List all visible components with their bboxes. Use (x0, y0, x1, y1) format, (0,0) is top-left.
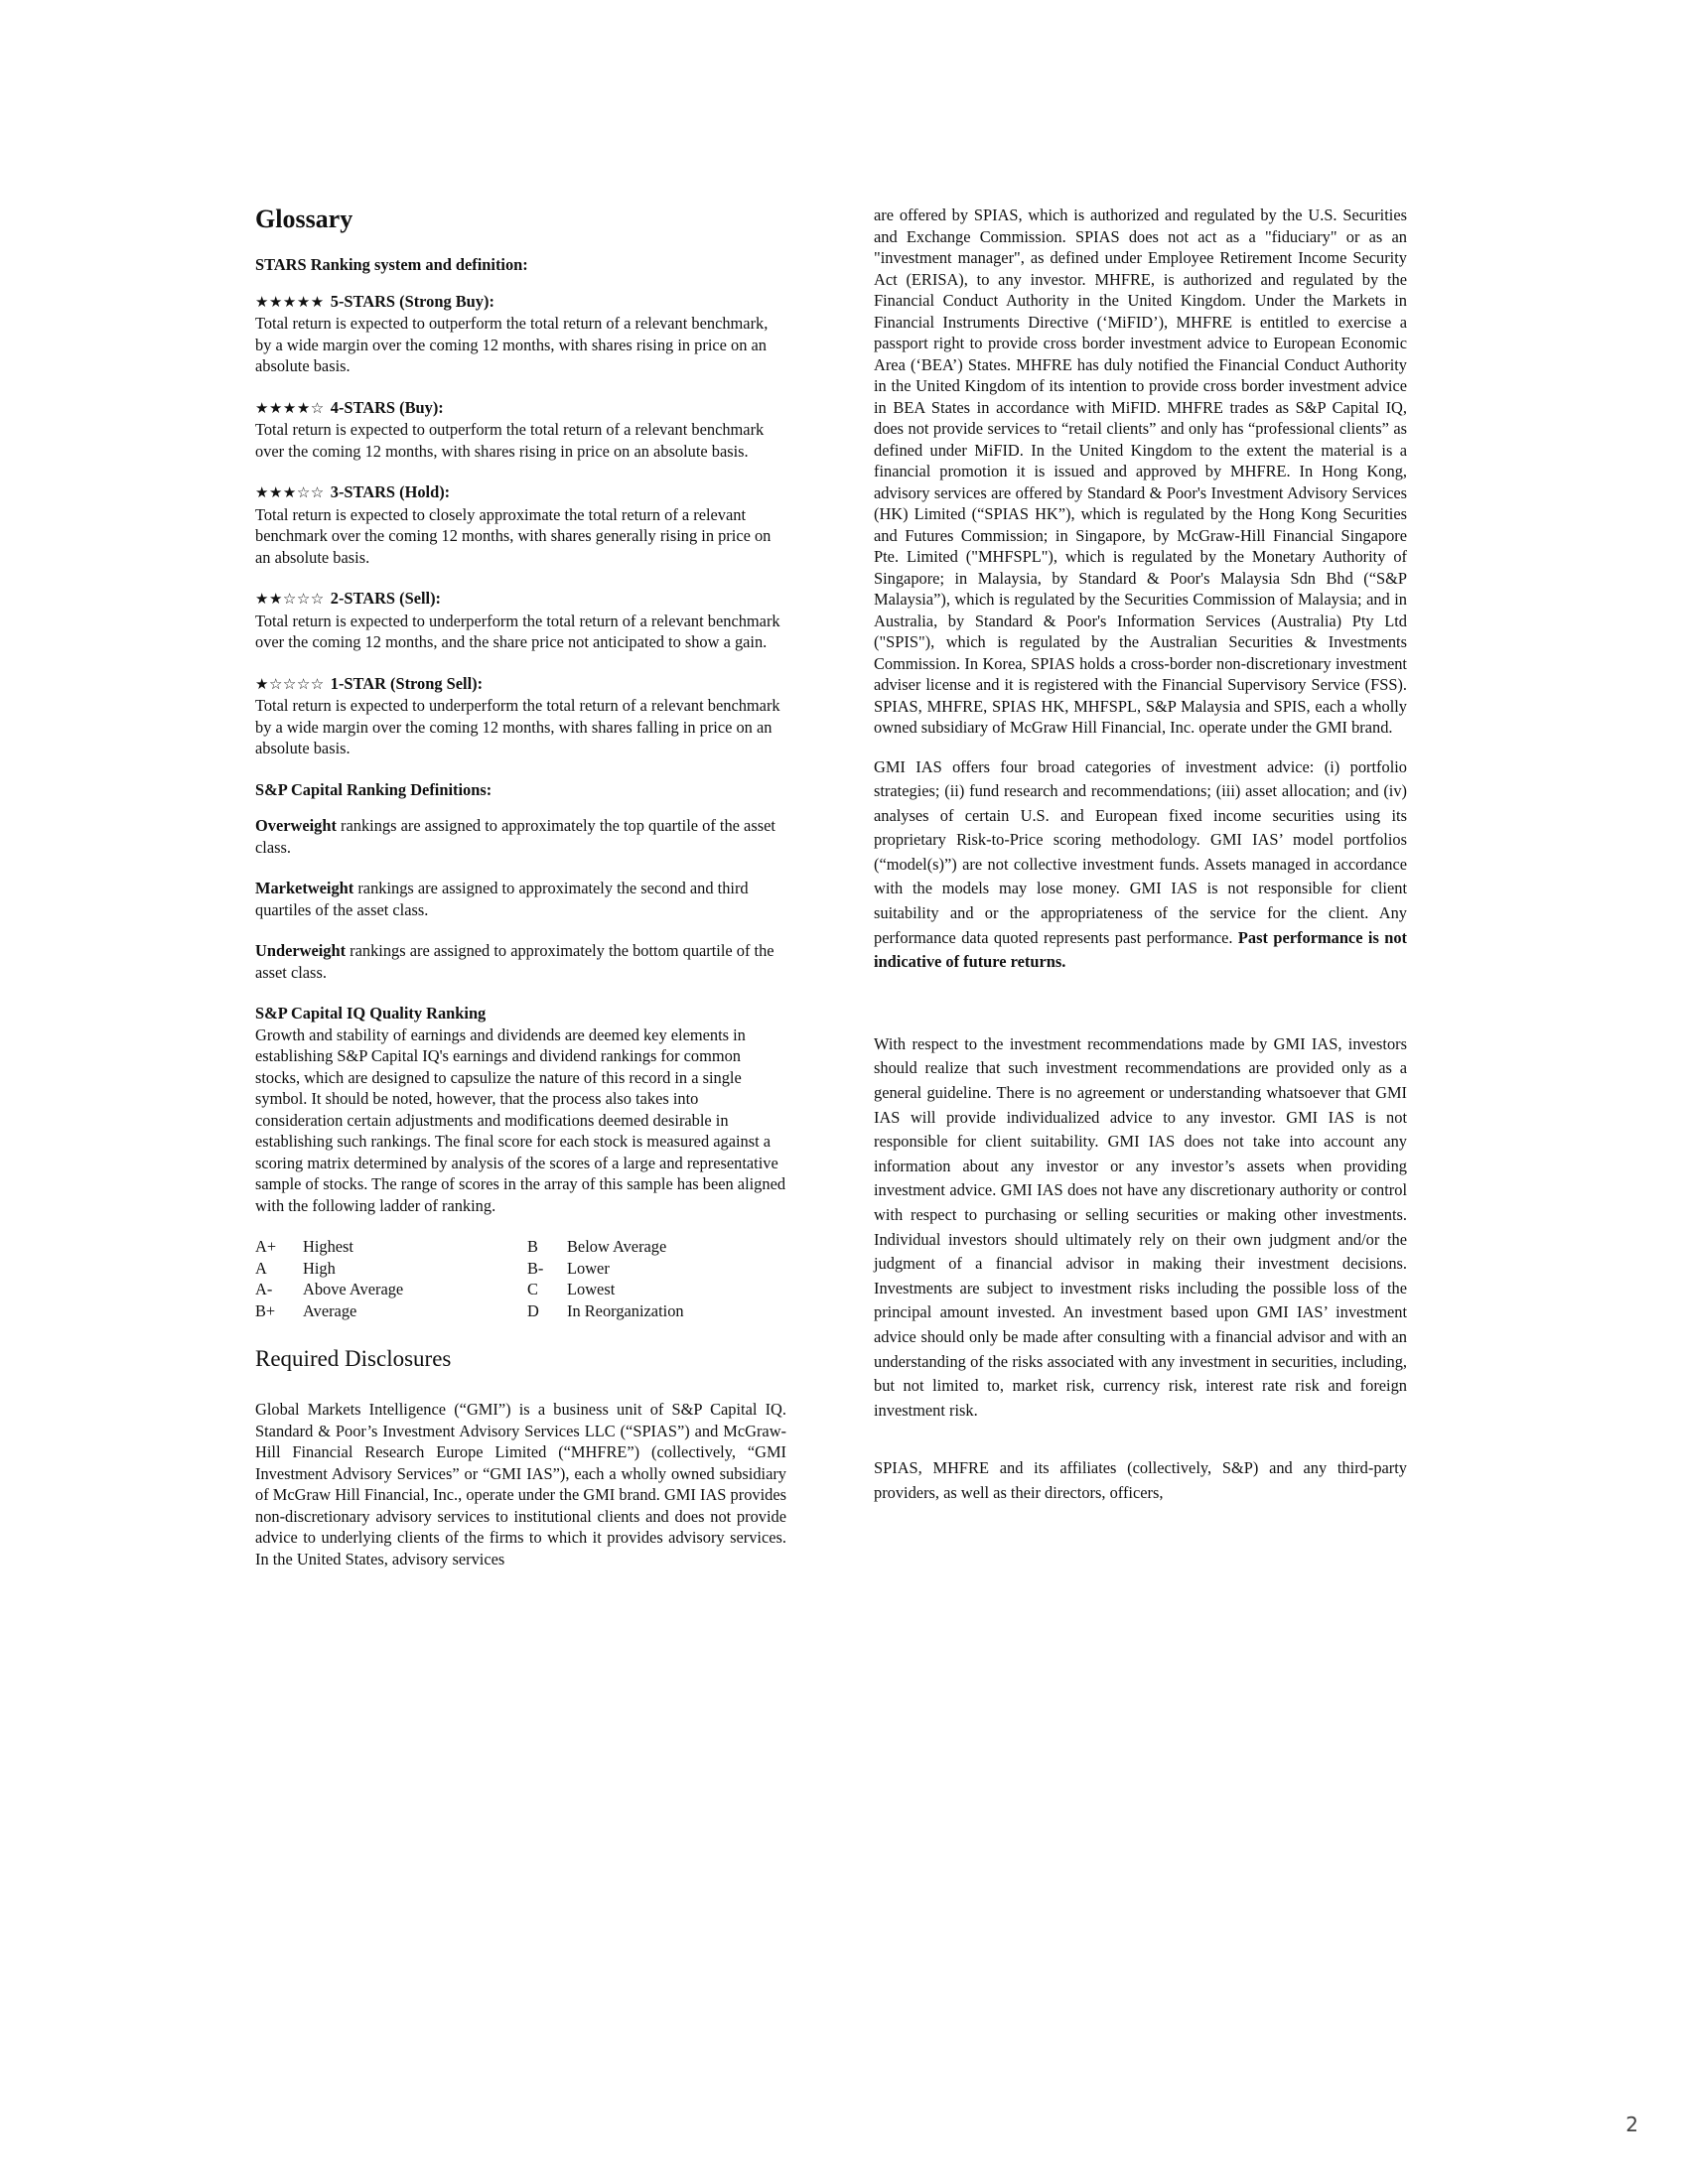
rank-label: Above Average (303, 1280, 404, 1298)
rank-label: Average (303, 1300, 357, 1320)
disclosure-paragraph-1-continued: are offered by SPIAS, which is authorized and regulated by the U.S. Securities and Exchange Commission. SPIAS does not act as a "fiduciary" or as an "investment manager", as defined under Employee Retirement Income Security Act (ERISA), to any investor. MHFRE, is authorized and regulated by the Financial Conduct Authority in the United Kingdom. Under the Markets in Financial Instruments Directive (‘MiFID’), MHFRE is entitled to exercise a passport right to provide cross border investment advice to European Economic Area (‘BEA’) States. MHFRE has duly notified the Financial Conduct Authority in the United Kingdom of its intention to provide cross border investment advice in BEA States in accordance with MiFID. MHFRE trades as S&P Capital IQ, does not provide services to “retail clients” and only has “professional clients” as defined under MiFID. In the United Kingdom to the extent the material is a financial promotion it is issued and approved by MHFRE. In Hong Kong, advisory services are offered by Standard & Poor's Investment Advisory Services (HK) Limited (“SPIAS HK”), which is regulated by the Hong Kong Securities and Futures Commission; in Singapore, by McGraw-Hill Financial Singapore Pte. Limited ("MHFSPL"), which is regulated by the Monetary Authority of Singapore; in Malaysia, by Standard & Poor's Malaysia Sdn Bhd (“S&P Malaysia”), which is regulated by the Securities Commission of Malaysia; and in Australia, by Standard & Poor's Information Services (Australia) Pty Ltd ("SPIS"), which is regulated by the Australian Securities & Investments Commission. In Korea, SPIAS holds a cross-border non-discretionary investment adviser license and it is registered with the Financial Supervisory Service (FSS). SPIAS, MHFRE, SPIAS HK, MHFSPL, S&P Malaysia and SPIS, each a wholly owned subsidiary of McGraw Hill Financial, Inc. operate under the GMI brand. (874, 205, 1407, 737)
star-head (255, 291, 786, 314)
star-label: 3-STARS (Hold): (330, 482, 451, 501)
term: Overweight (255, 816, 337, 835)
disclosure-paragraph-1: Global Markets Intelligence (“GMI”) is a business unit of S&P Capital IQ. Standard & Poor’s Investment Advisory Services LLC (“SPIAS”) and McGraw-Hill Financial Research Europe Limited (“MHFRE”) (collectively, “GMI Investment Advisory Services” or “GMI IAS”), each a wholly owned subsidiary of McGraw Hill Financial, Inc., operate under the GMI brand. GMI IAS provides non-discretionary advisory services to institutional clients and does not provide advice to underlying clients of the firms to which it provides advisory services. In the United States, advisory services (255, 1400, 786, 1569)
star-label: 1-STAR (Strong Sell): (330, 673, 484, 693)
star-rating-icon: ★★★★★ (255, 292, 325, 311)
rank-code: A- (255, 1280, 273, 1298)
definition: rankings are assigned to approximately the bottom quartile of the asset class. (255, 941, 774, 982)
star-definition-4 (255, 397, 786, 463)
rank-code: C (527, 1280, 538, 1298)
star-head (255, 673, 786, 696)
page-number: 2 (1625, 2113, 1638, 2136)
star-head (255, 481, 786, 504)
capital-ranking-heading: S&P Capital Ranking Definitions: (255, 779, 492, 799)
quality-ranking-heading: S&P Capital IQ Quality Ranking (255, 1004, 487, 1023)
disclosure-paragraph-4: SPIAS, MHFRE and its affiliates (collectively, S&P) and any third-party providers, as well as their directors, officers, (874, 1458, 1407, 1502)
star-text: Total return is expected to outperform the total return of a relevant benchmark over the coming 12 months, with shares rising in price on an absolute basis. (255, 420, 765, 461)
disclosure-paragraph-2 (874, 755, 1407, 975)
glossary-title: Glossary (255, 205, 353, 233)
paragraph-text: GMI IAS offers four broad categories of investment advice: (i) portfolio strategies; (ii) fund research and recommendations; (iii) asset allocation; and (iv) analyses of certain U.S. and European fixed income securities using its proprietary Risk-to-Price scoring methodology. GMI IAS’ model portfolios (“model(s)”) are not collective investment funds. Assets managed in accordance with the models may lose money. GMI IAS is not responsible for client suitability and or the appropriateness of the service for the client. Any performance data quoted represents past performance. (874, 756, 1407, 947)
star-definition-1 (255, 673, 786, 759)
left-column (255, 205, 786, 1589)
star-head (255, 397, 786, 420)
stars-heading: STARS Ranking system and definition: (255, 255, 528, 274)
star-definition-3 (255, 481, 786, 568)
star-label: 4-STARS (Buy): (330, 397, 444, 417)
star-text: Total return is expected to outperform the total return of a relevant benchmark, by a wide margin over the coming 12 months, with shares rising in price on an absolute basis. (255, 314, 769, 375)
star-definition-2 (255, 588, 786, 653)
star-head (255, 588, 786, 611)
term: Marketweight (255, 879, 354, 897)
ranking-ladder (255, 1236, 786, 1321)
rank-label: In Reorganization (567, 1300, 684, 1320)
disclosure-paragraph-3: With respect to the investment recommendations made by GMI IAS, investors should realize that such investment recommendations are provided only as a general guideline. There is no agreement or understanding whatsoever that GMI IAS will provide individualized advice to any investor. GMI IAS is not responsible for client suitability. GMI IAS does not take into account any information about any investor or any investor’s assets when providing investment advice. GMI IAS does not have any discretionary authority or control with respect to purchasing or selling securities or making other investments. Individual investors should ultimately rely on their own judgment and/or the judgment of a financial advisor in making their investment decisions. Investments are subject to investment risks including the possible loss of the principal amount invested. An investment based upon GMI IAS’ investment advice should only be made after consulting with a financial advisor and with an understanding of the risks associated with any investment in securities, including, but not limited to, market risk, currency risk, interest rate risk and foreign investment risk. (874, 1033, 1407, 1420)
star-rating-icon: ★★★☆☆ (255, 483, 325, 501)
rank-label: Highest (303, 1237, 353, 1256)
star-text: Total return is expected to closely approximate the total return of a relevant benchmark over the coming 12 months, with shares generally rising in price on an absolute basis. (255, 504, 772, 567)
rank-code: B- (527, 1258, 544, 1278)
rank-code: B (527, 1237, 538, 1256)
star-label: 5-STARS (Strong Buy): (330, 291, 494, 311)
past-performance-warning: Past performance is not indicative of future returns. (874, 927, 1407, 972)
required-disclosures-title: Required Disclosures (255, 1346, 452, 1371)
rank-code: A (255, 1258, 267, 1278)
marketweight-definition (255, 878, 786, 920)
definition: rankings are assigned to approximately the top quartile of the asset class. (255, 816, 775, 857)
quality-ranking-text: Growth and stability of earnings and dividends are deemed key elements in establishing S&P Capital IQ's earnings and dividend rankings for common stocks, which are designed to capsulize the nature of this record in a single symbol. It should be noted, however, that the process also takes into consideration certain adjustments and modifications deemed desirable in establishing such rankings. The final score for each stock is measured against a scoring matrix determined by analysis of the scores of a large and representative sample of stocks. The range of scores in the array of this sample has been aligned with the following ladder of ranking. (255, 1024, 786, 1215)
overweight-definition (255, 815, 786, 858)
rank-label: Lowest (567, 1280, 616, 1298)
right-column (874, 205, 1407, 1506)
underweight-definition (255, 940, 786, 983)
star-rating-icon: ★☆☆☆☆ (255, 674, 325, 693)
rank-code: B+ (255, 1300, 276, 1320)
term: Underweight (255, 941, 347, 960)
definition: rankings are assigned to approximately the second and third quartiles of the asset class. (255, 879, 749, 919)
rank-code: A+ (255, 1237, 277, 1256)
star-rating-icon: ★★☆☆☆ (255, 590, 325, 608)
rank-label: Lower (567, 1258, 610, 1278)
star-text: Total return is expected to underperform the total return of a relevant benchmark over the coming 12 months, and the share price not anticipated to show a gain. (255, 611, 780, 651)
rank-code: D (527, 1300, 539, 1320)
rank-label: High (303, 1258, 336, 1278)
star-label: 2-STARS (Sell): (330, 589, 441, 608)
rank-label: Below Average (567, 1237, 667, 1256)
star-text: Total return is expected to underperform the total return of a relevant benchmark by a wide margin over the coming 12 months, with shares falling in price on an absolute basis. (255, 696, 780, 757)
star-definition-5 (255, 291, 786, 377)
star-rating-icon: ★★★★☆ (255, 398, 325, 417)
